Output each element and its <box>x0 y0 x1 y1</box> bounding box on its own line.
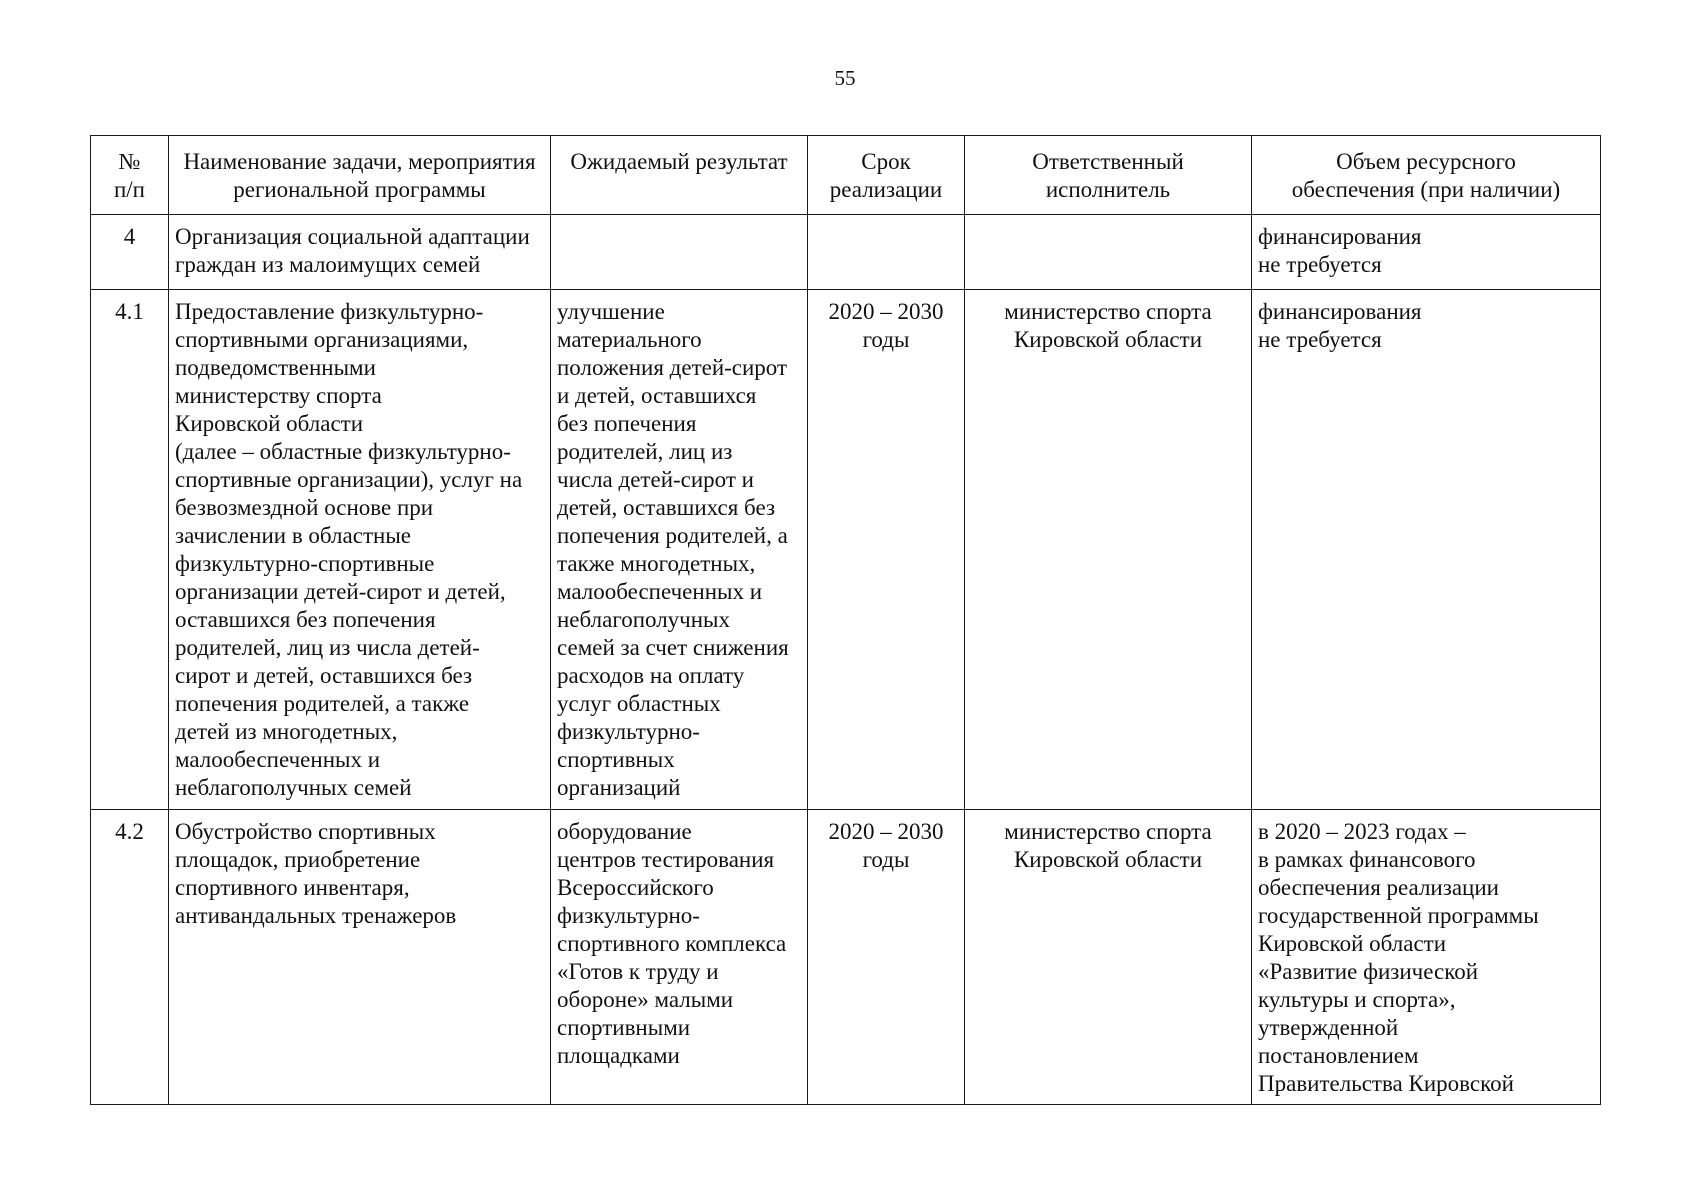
cell-result: оборудование центров тестирования Всероссийского физкультурно- спортивного комплекса «Готов к труду и обороне» малыми спортивными площадками <box>551 810 808 1105</box>
header-num: № п/п <box>91 136 169 215</box>
cell-executor: министерство спорта Кировской области <box>965 290 1252 810</box>
cell-volume: финансирования не требуется <box>1252 290 1601 810</box>
cell-name: Организация социальной адаптации граждан из малоимущих семей <box>169 215 551 290</box>
program-table <box>90 135 1601 1105</box>
cell-num: 4.1 <box>91 290 169 810</box>
cell-result: улучшение материального положения детей-сирот и детей, оставшихся без попечения родителей, лиц из числа детей-сирот и детей, оставшихся без попечения родителей, а также многодетных, малообеспеченных и неблагополучных семей за счет снижения расходов на оплату услуг областных физкультурно- спортивных организаций <box>551 290 808 810</box>
cell-num: 4.2 <box>91 810 169 1105</box>
cell-name: Предоставление физкультурно- спортивными организациями, подведомственными министерству спорта Кировской области (далее – областные физкультурно- спортивные организации), услуг на безвозмездной основе при зачислении в областные физкультурно-спортивные организации детей-сирот и детей, оставшихся без попечения родителей, лиц из числа детей- сирот и детей, оставшихся без попечения родителей, а также детей из многодетных, малообеспеченных и неблагополучных семей <box>169 290 551 810</box>
table-row <box>91 215 1601 290</box>
table-row <box>91 810 1601 1105</box>
header-term: Срок реализации <box>808 136 965 215</box>
header-result: Ожидаемый результат <box>551 136 808 215</box>
header-volume: Объем ресурсного обеспечения (при наличии) <box>1252 136 1601 215</box>
cell-volume: в 2020 – 2023 годах – в рамках финансового обеспечения реализации государственной программы Кировской области «Развитие физической культуры и спорта», утвержденной постановлением Правительства Кировской <box>1252 810 1601 1105</box>
header-executor: Ответственный исполнитель <box>965 136 1252 215</box>
cell-num: 4 <box>91 215 169 290</box>
page-number: 55 <box>834 66 856 90</box>
cell-executor: министерство спорта Кировской области <box>965 810 1252 1105</box>
cell-result <box>551 215 808 290</box>
cell-term: 2020 – 2030 годы <box>808 290 965 810</box>
cell-executor <box>965 215 1252 290</box>
cell-term: 2020 – 2030 годы <box>808 810 965 1105</box>
header-name: Наименование задачи, мероприятия региональной программы <box>169 136 551 215</box>
cell-name: Обустройство спортивных площадок, приобретение спортивного инвентаря, антивандальных тренажеров <box>169 810 551 1105</box>
table-header-row <box>91 136 1601 215</box>
cell-term <box>808 215 965 290</box>
cell-volume: финансирования не требуется <box>1252 215 1601 290</box>
table-row <box>91 290 1601 810</box>
